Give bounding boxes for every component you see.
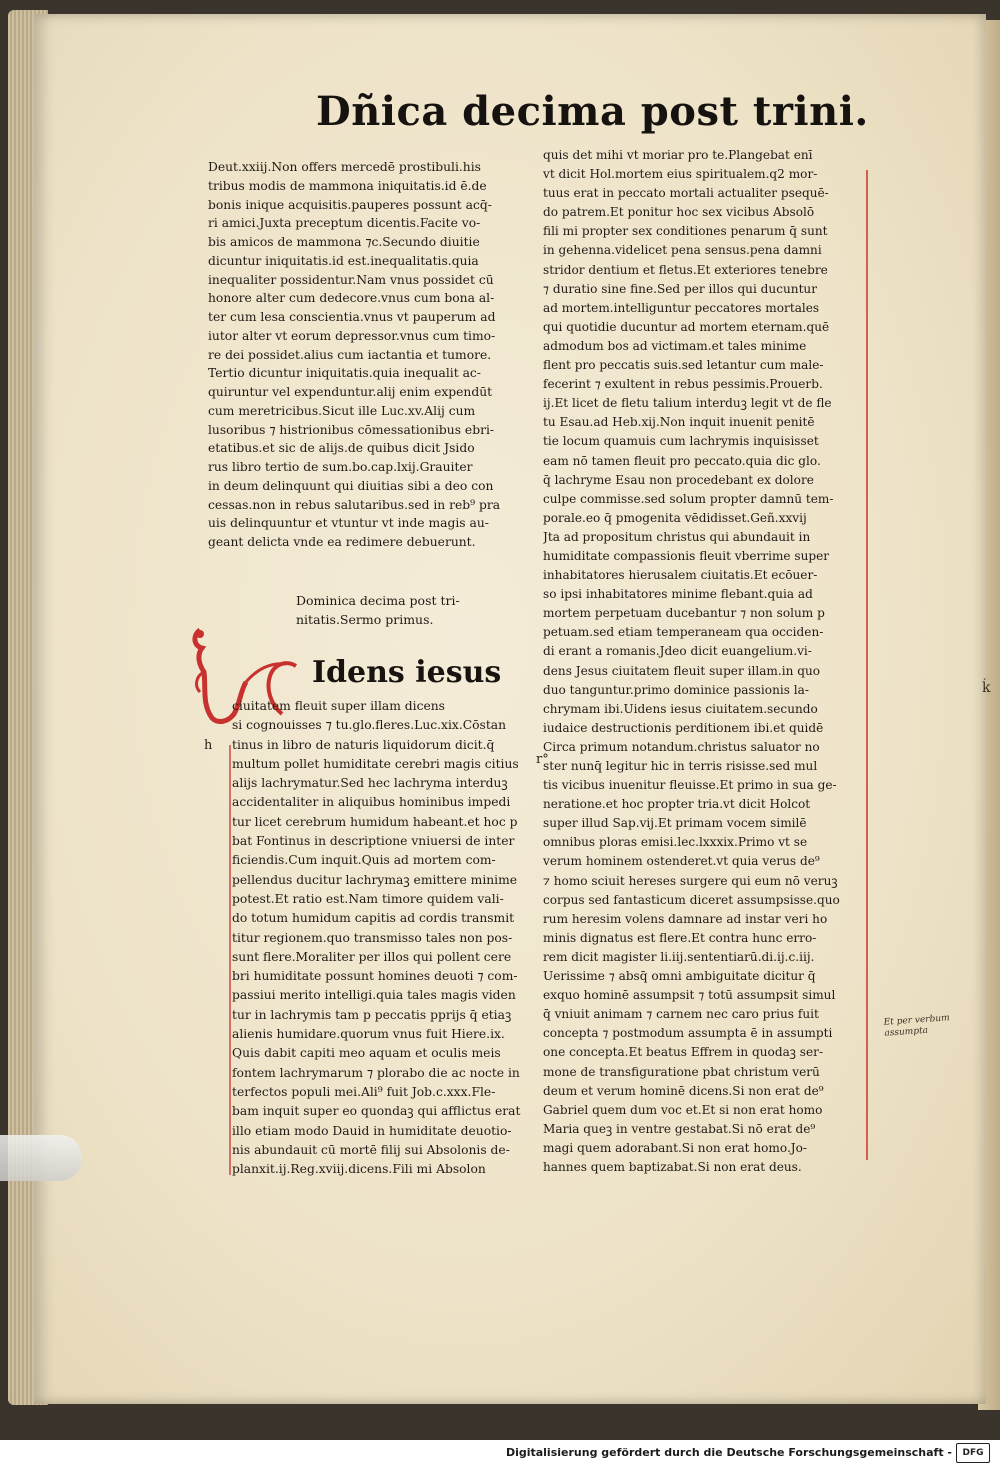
right-line: concepta ⁊ postmodum assumpta ē in assumpti [543,1026,833,1041]
left-top-line: etatibus.et sic de alijs.de quibus dicit Jsido [208,441,475,456]
right-line: inhabitatores hierusalem ciuitatis.Et ecōuer- [543,568,818,583]
right-line: Circa primum notandum.christus saluator no [543,739,820,754]
left-top-line: cessas.non in rebus salutaribus.sed in reb⁹ pra [208,497,501,512]
left-top-line: bonis inique acquisitis.pauperes possunt acq̄- [208,197,492,212]
left-bottom-line: ficiendis.Cum inquit.Quis ad mortem com- [232,853,496,868]
left-top-line: in deum delinquunt qui diuitias sibi a deo con [208,478,494,493]
left-bottom-line: tur in lachrymis tam p peccatis pprijs q̄ etiaꝫ [232,1007,512,1022]
right-line: mone de transfiguratione pbat christum verū [543,1064,820,1079]
right-line: one concepta.Et beatus Effrem in quodaꝫ ser- [543,1045,824,1060]
right-line: chrymam ibi.Uidens iesus ciuitatem.secundo [543,701,818,716]
left-bottom-line: pellendus ducitur lachrymaꝫ emittere minime [232,872,518,887]
left-bottom-line: nis abundauit cū mortē filij sui Absolonis de- [232,1142,510,1157]
right-line: Gabriel quem dum voc et.Et si non erat homo [543,1102,823,1117]
left-bottom-line: do totum humidum capitis ad cordis transmit [232,911,515,926]
left-column-bottom [232,697,542,1179]
right-line: q̄ lachryme Esau non procedebant ex dolore [543,472,814,487]
right-line: tuus erat in peccato mortali actualiter psequē- [543,186,829,201]
left-bottom-line: multum pollet humiditate cerebri magis citius [232,756,519,771]
right-line: ⁊ duratio sine fine.Sed per illos qui ducuntur [543,281,817,296]
right-line: Uerissime ⁊ absq̄ omni ambiguitate dicitur q̄ [543,969,816,984]
sermon-heading [296,591,516,629]
left-top-line: uis delinquuntur et vtuntur vt inde magis au- [208,516,489,531]
margin-letter-r: r° [536,752,549,767]
left-column-top [208,158,526,552]
page-clip [0,1135,82,1181]
right-line: Maria queꝫ in ventre gestabat.Si nō erat de⁹ [543,1121,816,1136]
edge-mark: ḱ [982,680,991,696]
right-line: q̄ vniuit animam ⁊ carnem nec caro prius fuit [543,1007,819,1022]
right-line: stridor dentium et fletus.Et exteriores tenebre [543,262,828,277]
left-bottom-line: tur licet cerebrum humidum habeant.et hoc p [232,814,518,829]
left-bottom-line: ciuitatem fleuit super illam dicens [232,699,445,713]
left-bottom-line: alijs lachrymatur.Sed hec lachryma interduꝫ [232,776,508,791]
left-top-line: rus libro tertio de sum.bo.cap.lxij.Grauiter [208,460,473,474]
left-bottom-line: bam inquit super eo quondaꝫ qui afflictus erat [232,1104,521,1119]
left-bottom-line: si cognouisses ⁊ tu.glo.fleres.Luc.xix.Cōstan [232,718,507,733]
right-line: fili mi propter sex conditiones penarum q̄ sunt [543,224,828,239]
left-bottom-line: illo etiam modo Dauid in humiditate deuotio- [232,1123,512,1138]
left-top-line: ter cum lesa conscientia.vnus vt pauperum ad [208,310,496,324]
right-line: tie locum quamuis cum lachrymis inquisisset [543,434,819,449]
left-top-line: inequaliter possidentur.Nam vnus possidet cū [208,272,494,287]
left-bottom-line: potest.Et ratio est.Nam timore quidem vali- [232,891,504,906]
right-line: magi quem adorabant.Si non erat homo.Jo- [543,1140,808,1155]
right-line: rem dicit magister li.iij.sententiarū.di.ij.c.iij. [543,949,815,964]
right-line: eam nō tamen fleuit pro peccato.quia dic glo. [543,453,821,468]
right-line: porale.eo q̄ pmogenita vēdidisset.Geñ.xxvij [543,510,807,525]
margin-letter-b: h [204,738,213,753]
right-line: tis vicibus inuenitur fleuisse.Et primo in sua ge- [543,778,837,793]
right-line: iudaice destructionis perditionem ibi.et quidē [543,720,824,735]
left-top-line: tribus modis de mammona iniquitatis.id ē.de [208,178,487,193]
right-line: admodum bos ad victimam.et tales minime [543,338,807,353]
left-top-line: quiruntur vel expenduntur.alij enim expendūt [208,385,493,399]
left-bottom-line: accidentaliter in aliquibus hominibus impedi [232,795,511,810]
right-line: vt dicit Hol.mortem eius spiritualem.q2 mor- [543,167,818,182]
right-line: flent pro peccatis suis.sed letantur cum male- [543,358,824,373]
left-top-line: lusoribus ⁊ histrionibus cōmessationibus ebri- [208,422,495,437]
sermon-heading-line-2: nitatis.Sermo primus. [296,612,434,627]
left-top-line: honore alter cum dedecore.vnus cum bona al- [208,291,495,306]
right-line: petuam.sed etiam temperaneam qua occiden- [543,625,824,640]
left-bottom-line: passiui merito intelligi.quia tales magis viden [232,988,516,1003]
right-column [543,146,878,1177]
sermon-heading-line-1: Dominica decima post tri- [296,593,460,608]
left-top-line: re dei possidet.alius cum iactantia et tumore. [208,347,492,362]
right-line: deum et verum hominē dicens.Si non erat de⁹ [543,1083,824,1098]
left-top-line: Deut.xxiij.Non offers mercedē prostibuli.his [208,160,481,174]
right-line: di erant a romanis.Jdeo dicit euangelium.vi- [543,644,812,659]
right-line: dens Jesus ciuitatem fleuit super illam.in quo [543,663,821,678]
right-line: ad mortem.intelliguntur peccatores mortales [543,300,820,315]
rubric-rule-left [229,745,231,1175]
right-line: verum hominem ostenderet.vt quia verus de⁹ [543,854,820,869]
right-line: ij.Et licet de fletu talium interduꝫ legit vt de fle [543,396,832,411]
right-line: duo tanguntur.primo dominice passionis la- [543,682,809,697]
left-top-line: Tertio dicuntur iniquitatis.quia inequalit ac- [208,366,481,381]
right-line: so ipsi inhabitatores minime flebant.quia ad [543,587,813,602]
right-line: super illud Sap.vij.Et primam vocem similē [543,816,807,831]
left-top-line: geant delicta vnde ea redimere debuerunt. [208,535,476,549]
left-bottom-line: sunt flere.Moraliter per illos qui pollent cere [232,949,512,964]
left-top-line: dicuntur iniquitatis.id est.inequalitatis.quia [208,253,479,268]
right-line: do patrem.Et ponitur hoc sex vicibus Absolō [543,205,815,220]
left-top-line: iutor alter vt eorum depressor.vnus cum timo- [208,328,496,343]
left-bottom-line: alienis humidare.quorum vnus fuit Hiere.ix. [232,1027,505,1042]
right-line: ⁊ homo sciuit hereses surgere qui eum nō veruꝫ [543,873,838,888]
right-line: exquo hominē assumpsit ⁊ totū assumpsit simul [543,988,836,1003]
right-line: tu Esau.ad Heb.xij.Non inquit inuenit penitē [543,415,815,430]
left-bottom-line: bri humiditate possunt homines deuoti ⁊ com- [232,969,518,984]
funding-credit: Digitalisierung gefördert durch die Deutsche Forschungsgemeinschaft - [505,1446,952,1459]
left-top-line: cum meretricibus.Sicut ille Luc.xv.Alij cum [208,403,476,418]
dfg-logo: DFG [956,1443,990,1463]
handwritten-annotation: Et per verbum assumpta [883,1013,950,1039]
left-top-line: ri amici.Juxta preceptum dicentis.Facite vo- [208,216,481,231]
rubric-rule-right [866,170,868,1160]
left-bottom-line: planxit.ij.Reg.xviij.dicens.Fili mi Absolon [232,1162,486,1177]
incipit: Idens iesus [312,655,502,690]
left-bottom-line: bat Fontinus in descriptione vniuersi de inter [232,834,515,849]
right-line: Jta ad propositum christus qui abundauit in [543,529,811,544]
left-bottom-line: titur regionem.quo transmisso tales non pos- [232,930,513,945]
right-line: ster nunq̄ legitur hic in terris risisse.sed mul [543,759,818,773]
left-bottom-line: terfectos populi mei.Ali⁹ fuit Job.c.xxx.Fle- [232,1084,496,1099]
right-line: culpe commisse.sed solum propter damnū tem- [543,491,834,506]
right-line: quis det mihi vt moriar pro te.Plangebat enī [543,148,813,162]
right-line: mortem perpetuam ducebantur ⁊ non solum p [543,606,825,621]
right-line: rum heresim volens damnare ad instar veri ho [543,911,828,926]
right-line: humiditate compassionis fleuit vberrime super [543,548,830,563]
footer-bar [0,1440,1000,1465]
left-top-line: bis amicos de mammona ⁊c.Secundo diuitie [208,235,480,249]
right-line: qui quotidie ducuntur ad mortem eternam.quē [543,319,830,334]
right-line: omnibus ploras emisi.lec.lxxxix.Primo vt se [543,835,808,850]
right-line: corpus sed fantasticum diceret assumpsisse.quo [543,892,840,907]
left-bottom-line: fontem lachrymarum ⁊ plorabo die ac nocte in [232,1065,520,1080]
left-bottom-line: tinus in libro de naturis liquidorum dicit.q̄ [232,737,495,752]
running-head: Dñica decima post trini. [316,88,869,135]
right-line: neratione.et hoc propter tria.vt dicit Holcot [543,797,811,812]
right-line: hannes quem baptizabat.Si non erat deus. [543,1159,802,1174]
right-line: minis dignatus est flere.Et contra hunc erro- [543,930,817,945]
left-bottom-line: Quis dabit capiti meo aquam et oculis meis [232,1046,501,1061]
right-line: in gehenna.videlicet pena sensus.pena damni [543,243,822,258]
right-line: fecerint ⁊ exultent in rebus pessimis.Prouerb. [543,377,823,392]
